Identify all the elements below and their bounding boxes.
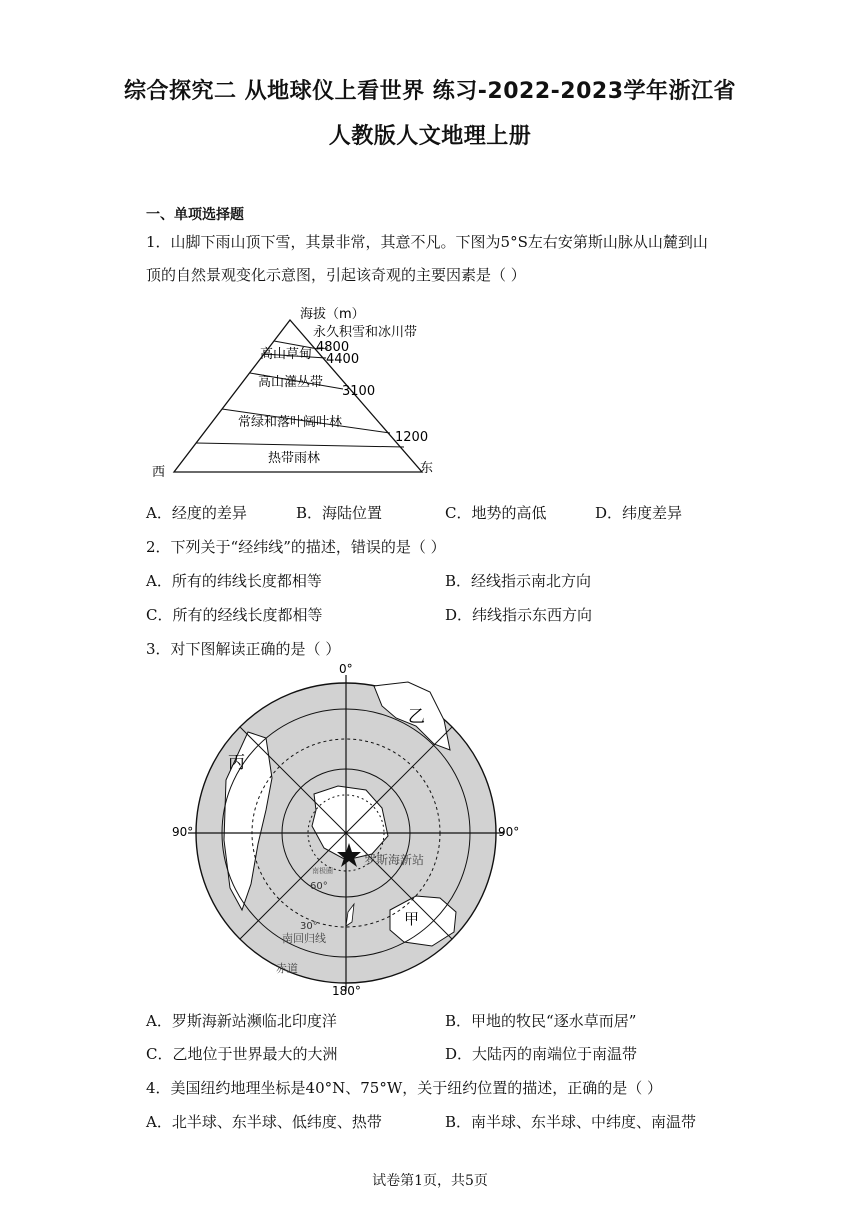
q3-option-b: B．甲地的牧民“逐水草而居” <box>445 1012 637 1030</box>
page-footer: 试卷第1页，共5页 <box>372 1173 488 1189</box>
q1-option-b: B．海陆位置 <box>296 504 383 522</box>
jia-label: 甲 <box>404 910 420 928</box>
zone-permanent-snow: 永久积雪和冰川带 <box>313 325 418 340</box>
q2-stem: 2．下列关于“经纬线”的描述，错误的是（ ） <box>146 538 446 556</box>
lon-0-label: 0° <box>339 662 353 676</box>
q2-option-c: C．所有的经线长度都相等 <box>146 606 323 624</box>
west-label: 西 <box>152 465 166 480</box>
lon-90e-label: 90° <box>498 825 520 839</box>
q3-stem: 3．对下图解读正确的是（ ） <box>146 640 341 658</box>
station-label: 罗斯海新站 <box>364 853 425 867</box>
q2-option-d: D．纬线指示东西方向 <box>445 606 593 624</box>
lon-90w-label: 90° <box>172 825 194 839</box>
page-title-line2: 人教版人文地理上册 <box>328 124 532 149</box>
q1-option-d: D．纬度差异 <box>595 504 683 522</box>
zone-broadleaf-forest: 常绿和落叶阔叶林 <box>238 415 343 430</box>
section-heading: 一、单项选择题 <box>146 207 244 223</box>
zone-alpine-shrub: 高山灌丛带 <box>258 375 324 390</box>
q4-option-a: A．北半球、东半球、低纬度、热带 <box>146 1113 382 1131</box>
south-polar-map <box>168 660 528 1000</box>
elevation-3100: 3100 <box>342 384 376 399</box>
zone-alpine-meadow: 高山草甸 <box>260 347 313 362</box>
q2-option-b: B．经线指示南北方向 <box>445 572 592 590</box>
lat-60-label: 60° <box>310 881 328 892</box>
q4-stem: 4．美国纽约地理坐标是40°N、75°W，关于纽约位置的描述，正确的是（ ） <box>146 1079 663 1097</box>
mountain-zone-diagram <box>152 300 440 480</box>
q3-option-c: C．乙地位于世界最大的大洲 <box>146 1045 338 1063</box>
q1-option-a: A．经度的差异 <box>146 504 247 522</box>
tropic-label: 南回归线 <box>282 932 326 945</box>
q2-option-a: A．所有的纬线长度都相等 <box>146 572 322 590</box>
q3-option-d: D．大陆丙的南端位于南温带 <box>445 1045 638 1063</box>
lon-180-label: 180° <box>332 984 361 998</box>
q1-stem-line1: 1．山脚下雨山顶下雪，其景非常，其意不凡。下图为5°S左右安第斯山脉从山麓到山 <box>146 233 708 251</box>
q1-option-c: C．地势的高低 <box>445 504 547 522</box>
east-label: 东 <box>420 461 434 476</box>
antarctic-circle-label: 南极圈 <box>312 867 333 875</box>
equator-label: 赤道 <box>276 962 298 975</box>
elevation-4400: 4400 <box>326 352 360 367</box>
q3-option-a: A．罗斯海新站濒临北印度洋 <box>146 1012 337 1030</box>
elevation-1200: 1200 <box>395 430 429 445</box>
yi-label: 乙 <box>408 707 425 727</box>
lat-30-label: 30° <box>300 921 318 932</box>
q4-option-b: B．南半球、东半球、中纬度、南温带 <box>445 1113 697 1131</box>
page-title-line1: 综合探究二 从地球仪上看世界 练习-2022-2023学年浙江省 <box>123 79 737 104</box>
q1-stem-line2: 顶的自然景观变化示意图，引起该奇观的主要因素是（ ） <box>146 266 526 284</box>
altitude-axis-label: 海拔（m） <box>300 307 365 322</box>
elevation-4800: 4800 <box>316 340 350 355</box>
bing-label: 丙 <box>228 753 245 773</box>
zone-tropical-rainforest: 热带雨林 <box>268 451 321 466</box>
